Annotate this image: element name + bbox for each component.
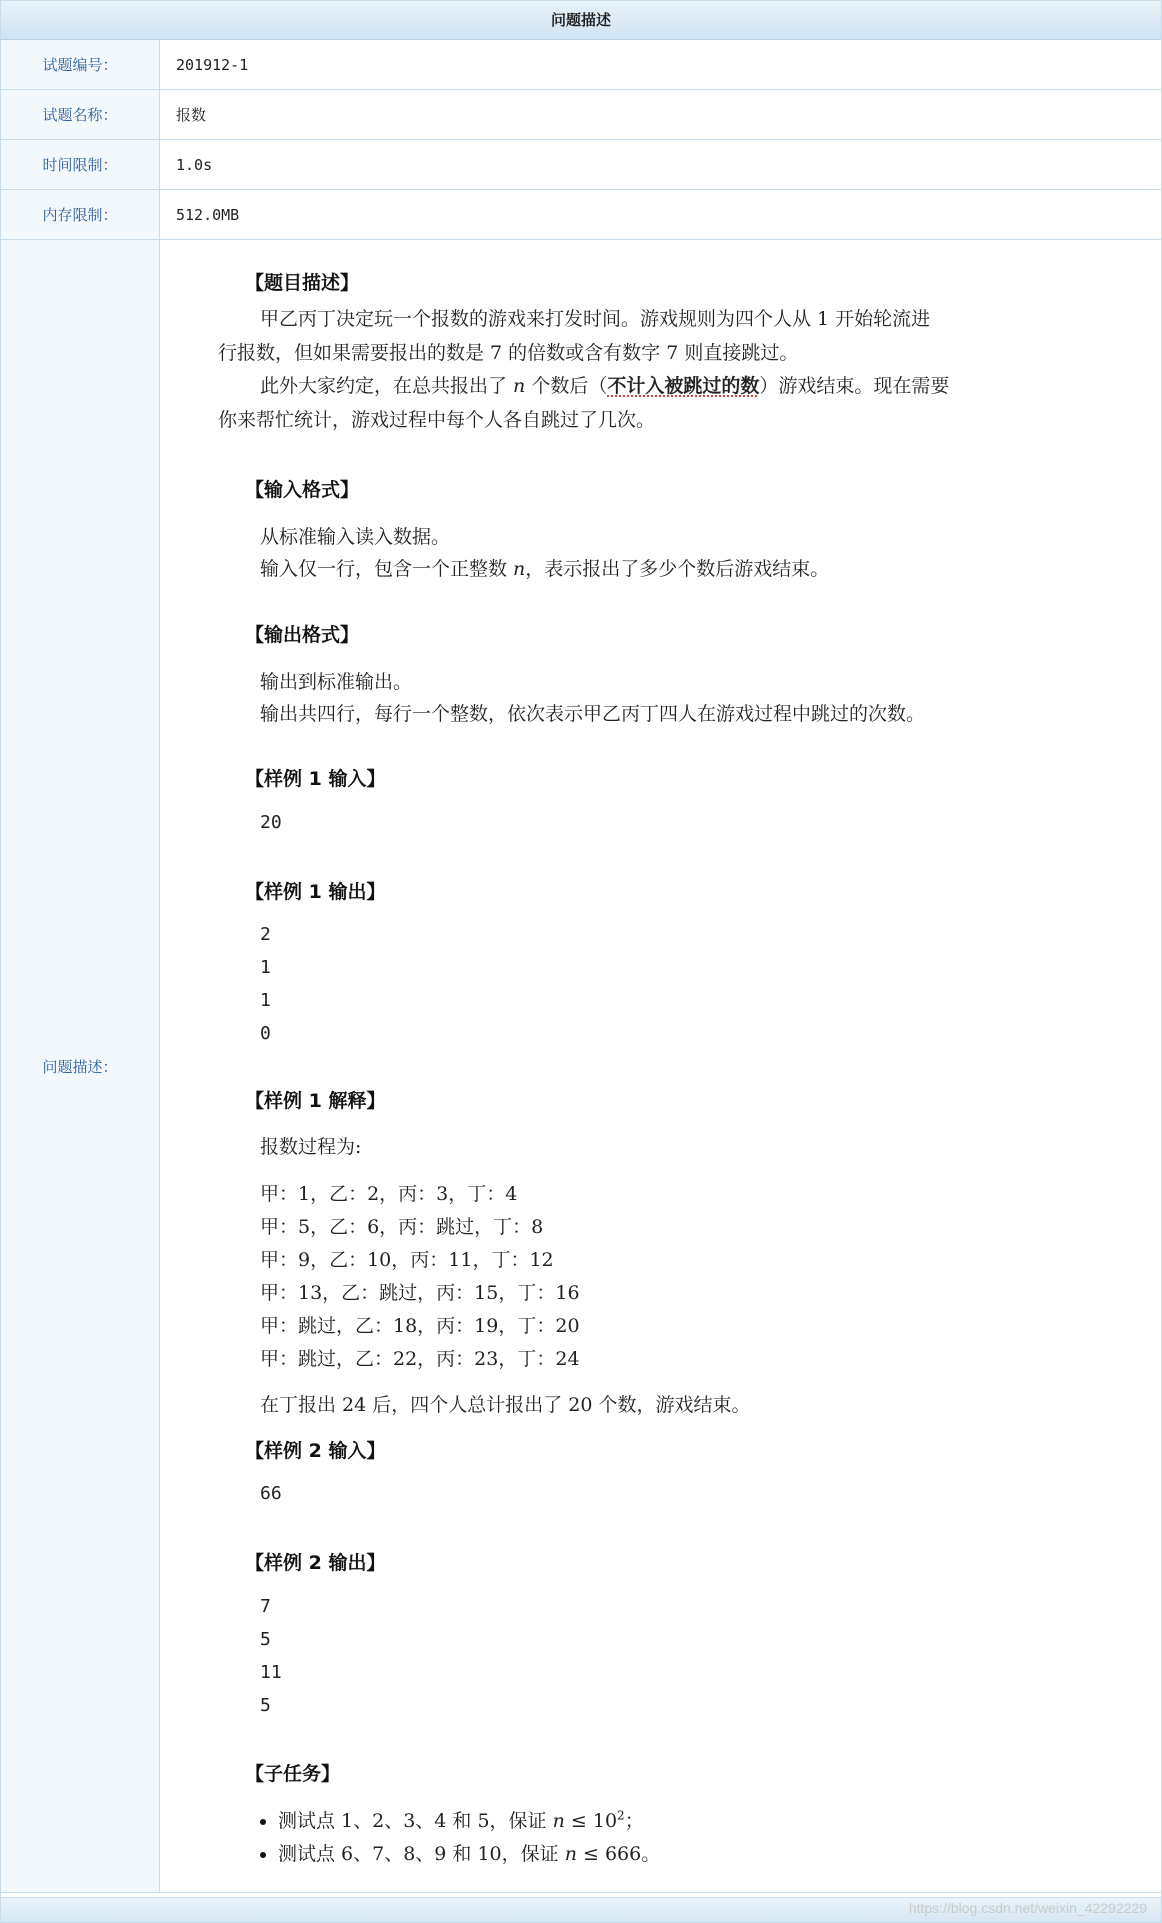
sample2-output-line: 7 [260,1596,271,1617]
sample1-output-line: 1 [260,990,271,1011]
subtask1-pre: 测试点 1、2、3、4 和 5，保证 [278,1810,553,1832]
sample1-explanation-line: 甲：跳过，乙：22，丙：23，丁：24 [260,1348,580,1370]
problem-description [160,240,1161,1892]
sample1-explanation-line: 甲：1，乙：2，丙：3，丁：4 [260,1183,518,1205]
title-heading: 【题目描述】 [245,272,360,294]
sample1-output-heading: 【样例 1 输出】 [245,881,386,903]
meta-label-name: 试题名称： [1,90,160,139]
sample1-input-heading: 【样例 1 输入】 [245,768,386,790]
meta-value-id: 201912-1 [176,55,249,74]
subtask-item-2 [260,1839,660,1866]
meta-label-time: 时间限制： [1,140,160,189]
sample2-input-heading: 【样例 2 输入】 [245,1440,386,1462]
desc2-var: n [513,375,526,397]
meta-value-name: 报数 [176,106,207,124]
subtask2-post: ≤ 666。 [576,1843,661,1865]
description-label: 问题描述： [1,240,160,1892]
output-heading: 【输出格式】 [245,624,360,646]
sample1-output-line: 2 [260,924,271,945]
sample1-explanation-intro: 报数过程为: [260,1136,362,1158]
bullet-icon [260,1819,266,1825]
bullet-icon [260,1852,266,1858]
output-line-1: 输出到标准输出。 [260,671,413,693]
desc-paragraph-1-line-1: 甲乙丙丁决定玩一个报数的游戏来打发时间。游戏规则为四个人从 1 开始轮流进 [260,308,931,330]
watermark: https://blog.csdn.net/weixin_42292229 [908,1900,1147,1916]
input2-post: ，表示报出了多少个数后游戏结束。 [525,558,830,580]
meta-row-id [1,40,1161,90]
sample2-input-value: 66 [260,1483,282,1504]
sample2-output-heading: 【样例 2 输出】 [245,1552,386,1574]
sample1-input-value: 20 [260,812,282,833]
subtask1-sup: 2 [617,1808,625,1823]
desc-paragraph-2-line-2: 你来帮忙统计，游戏过程中每个人各自跳过了几次。 [218,409,656,431]
subtask-item-1 [260,1806,644,1833]
input2-var: n [513,558,526,580]
input-line-2 [260,554,829,581]
sample1-explanation-line: 甲：9，乙：10，丙：11，丁：12 [260,1249,554,1271]
subtask1-post: ≤ 10 [564,1810,618,1832]
sample1-explanation-line: 甲：5，乙：6，丙：跳过，丁：8 [260,1216,544,1238]
meta-row-memory [1,190,1161,240]
subtask1-var: n [552,1810,565,1832]
desc2-mid: 个数后（ [525,375,608,397]
meta-row-time [1,140,1161,190]
meta-label-id: 试题编号： [1,40,160,89]
subtask-heading: 【子任务】 [245,1763,341,1785]
meta-value-time: 1.0s [176,155,213,174]
desc2-bold: 不计入被跳过的数 [607,375,760,397]
desc2-pre: 此外大家约定，在总共报出了 [260,375,514,397]
subtask2-var: n [564,1843,577,1865]
sample1-output-line: 0 [260,1023,271,1044]
sample2-output-line: 11 [260,1662,282,1683]
subtask2-pre: 测试点 6、7、8、9 和 10，保证 [278,1843,565,1865]
sample1-explanation-line: 甲：13，乙：跳过，丙：15，丁：16 [260,1282,580,1304]
sample1-explanation-heading: 【样例 1 解释】 [245,1090,386,1112]
input2-pre: 输入仅一行，包含一个正整数 [260,558,514,580]
panel-header: 问题描述 [1,1,1161,40]
sample1-explanation-end: 在丁报出 24 后，四个人总计报出了 20 个数，游戏结束。 [260,1394,751,1416]
sample1-explanation-line: 甲：跳过，乙：18，丙：19，丁：20 [260,1315,580,1337]
sample2-output-line: 5 [260,1629,271,1650]
meta-label-memory: 内存限制： [1,190,160,239]
input-line-1: 从标准输入读入数据。 [260,526,451,548]
input-heading: 【输入格式】 [245,479,360,501]
description-row [1,240,1161,1893]
sample2-output-line: 5 [260,1695,271,1716]
meta-row-name [1,90,1161,140]
desc-paragraph-2-line-1 [260,371,949,398]
desc-paragraph-1-line-2: 行报数，但如果需要报出的数是 7 的倍数或含有数字 7 则直接跳过。 [218,342,799,364]
meta-value-memory: 512.0MB [176,205,240,224]
desc2-post: ）游戏结束。现在需要 [759,375,950,397]
subtask1-end: ； [624,1810,644,1832]
sample1-output-line: 1 [260,957,271,978]
output-line-2: 输出共四行，每行一个整数，依次表示甲乙丙丁四人在游戏过程中跳过的次数。 [260,703,926,725]
panel-footer [1,1897,1161,1922]
